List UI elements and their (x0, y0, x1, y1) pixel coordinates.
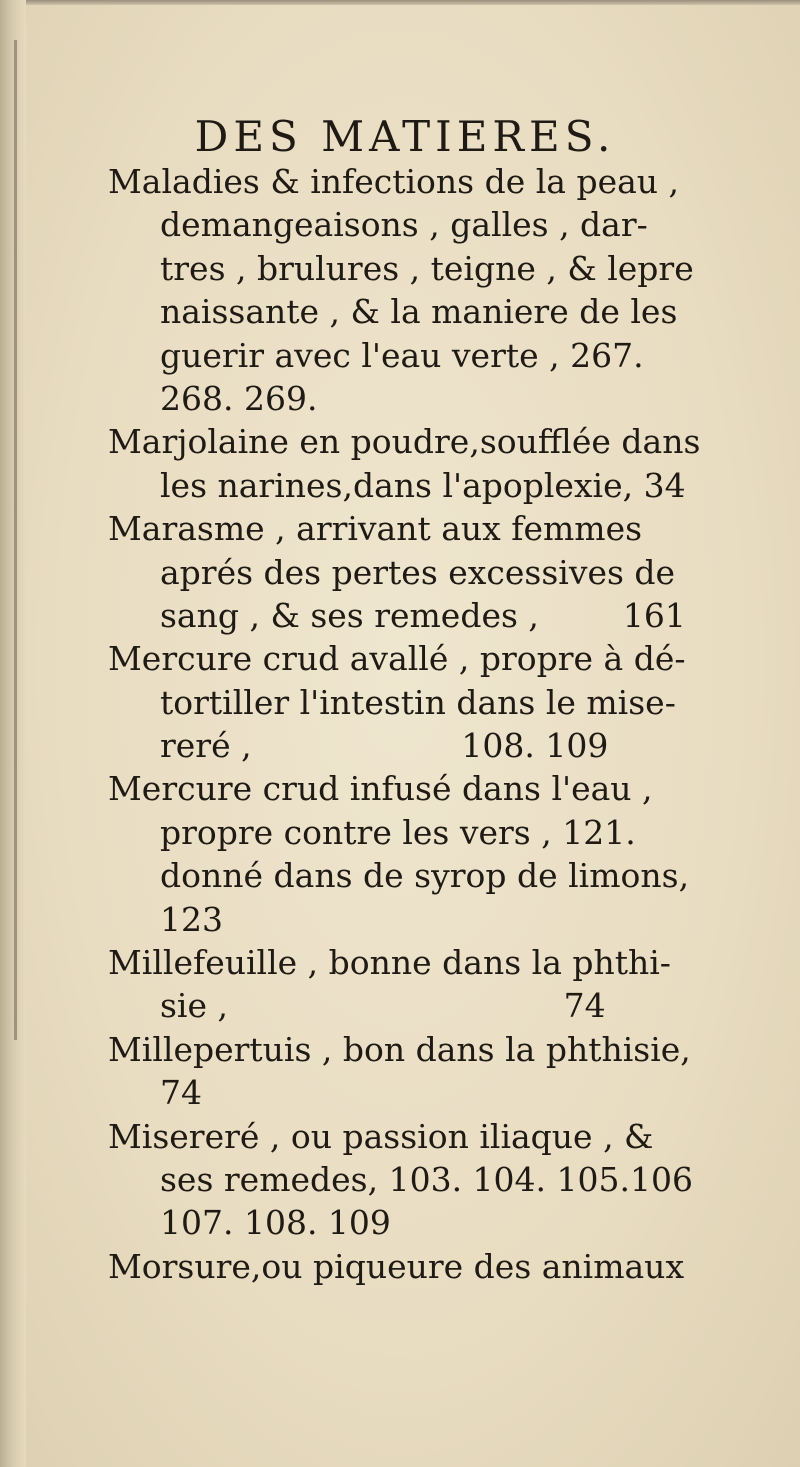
entry-line: guerir avec l'eau verte , 267. (160, 335, 644, 375)
entry-line: 123 (160, 899, 223, 939)
index-entry (108, 941, 733, 1028)
index-entries (108, 160, 733, 1288)
entry-line: naissante , & la maniere de les (160, 292, 678, 332)
page-binding (0, 0, 26, 1467)
entry-line: 107. 108. 109 (160, 1203, 391, 1243)
entry-line: Morsure,ou piqueure des animaux (108, 1246, 685, 1286)
entry-line: Mercure crud infusé dans l'eau , (108, 769, 653, 809)
entry-line: Millepertuis , bon dans la phthisie, (108, 1029, 691, 1069)
page-top-edge (0, 0, 800, 5)
entry-line: Millefeuille , bonne dans la phthi- (108, 943, 671, 983)
page-header: DES MATIERES. (194, 112, 616, 161)
index-entry (108, 507, 733, 637)
entry-line: Marjolaine en poudre,soufflée dans (108, 422, 701, 462)
entry-line: Misereré , ou passion iliaque , & (108, 1116, 654, 1156)
entry-line: Mercure crud avallé , propre à dé- (108, 639, 686, 679)
entry-line: tres , brulures , teigne , & lepre (160, 248, 694, 288)
entry-line: 74 (160, 1073, 202, 1113)
index-entry (108, 767, 733, 941)
binding-shadow-line (14, 40, 17, 1040)
entry-line: donné dans de syrop de limons, (160, 856, 690, 896)
entry-line: sie , 74 (160, 986, 606, 1026)
entry-line: 268. 269. (160, 378, 318, 418)
entry-line: demangeaisons , galles , dar- (160, 205, 648, 245)
entry-line: propre contre les vers , 121. (160, 812, 636, 852)
entry-line: aprés des pertes excessives de (160, 552, 676, 592)
entry-line: sang , & ses remedes , 161 (160, 595, 686, 635)
entry-line: ses remedes, 103. 104. 105.106 (160, 1159, 693, 1199)
entry-line: reré , 108. 109 (160, 726, 609, 766)
entry-line: les narines,dans l'apoplexie, 34 (160, 465, 686, 505)
entry-line: Maladies & infections de la peau , (108, 162, 680, 201)
index-entry (108, 1245, 733, 1288)
index-entry (108, 160, 733, 420)
index-entry (108, 1115, 733, 1245)
entry-line: Marasme , arrivant aux femmes (108, 509, 643, 549)
index-entry (108, 637, 733, 767)
index-entry (108, 1028, 733, 1115)
index-entry (108, 420, 733, 507)
entry-line: tortiller l'intestin dans le mise- (160, 682, 676, 722)
